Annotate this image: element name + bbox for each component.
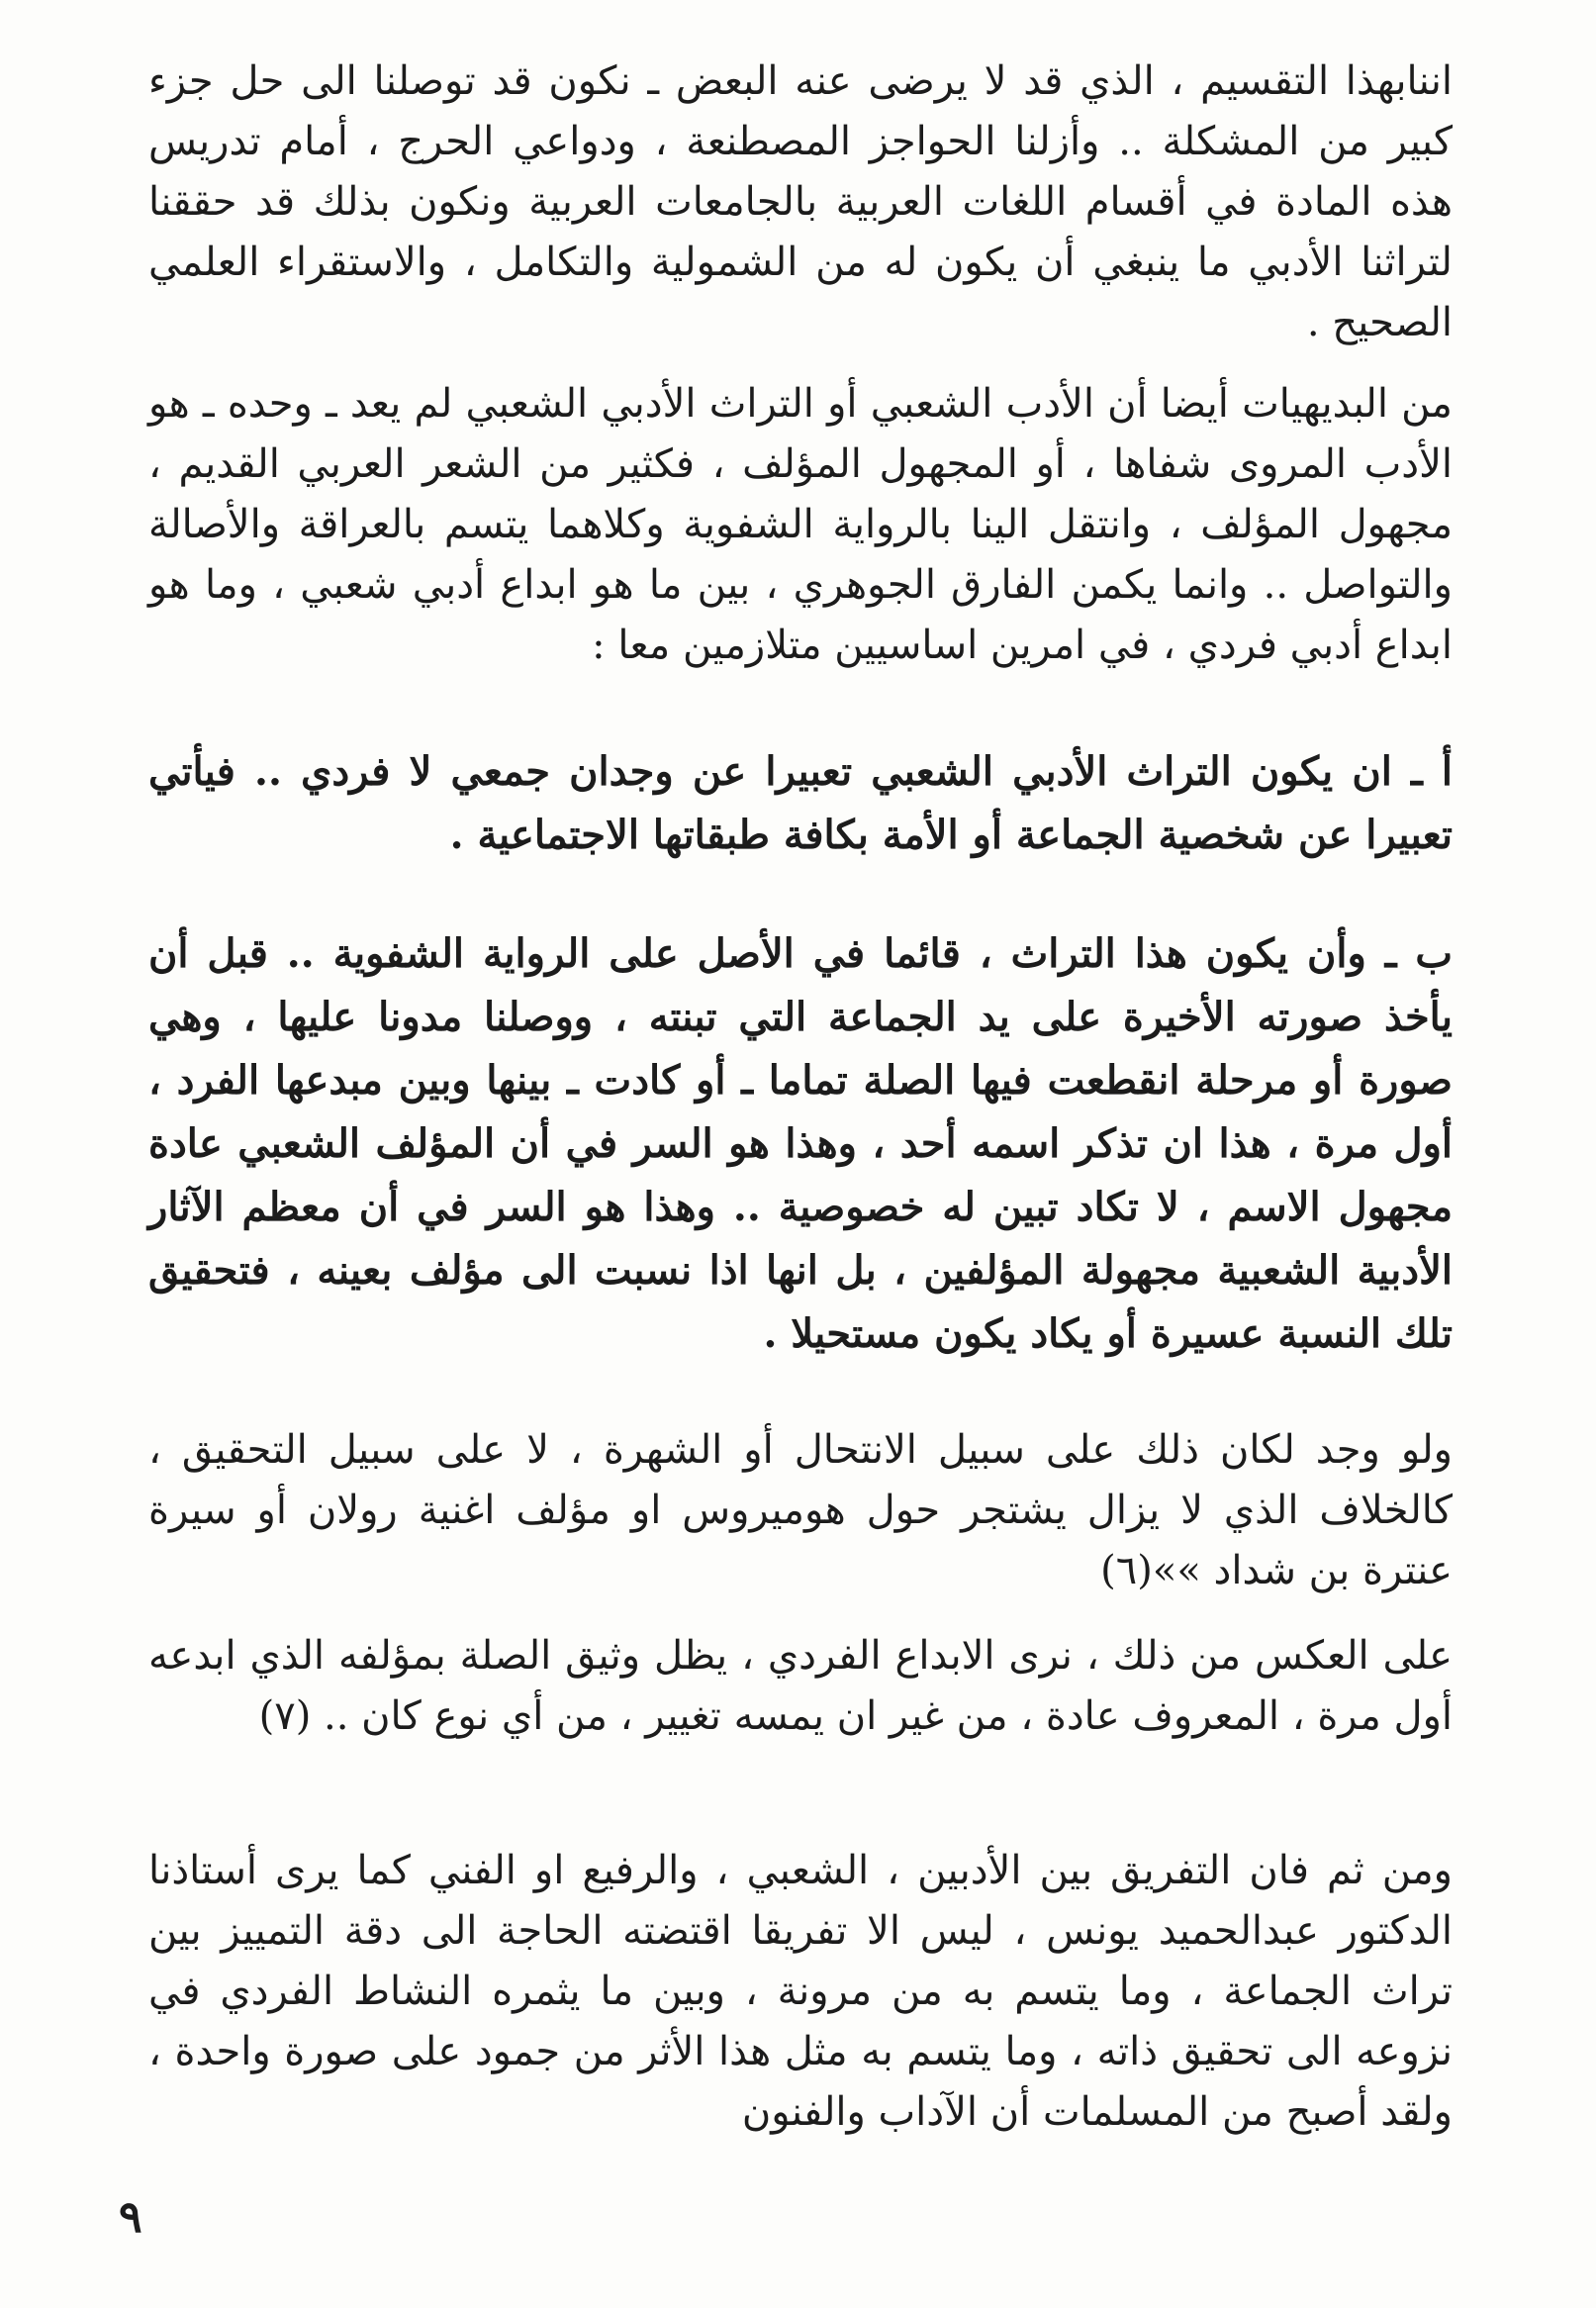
page-number: ٩ — [119, 2192, 142, 2243]
paragraph-attribution: ولو وجد لكان ذلك على سبيل الانتحال أو الشهرة ، لا على سبيل التحقيق ، كالخلاف الذي لا يزال يشتجر حول هوميروس او مؤلف اغنية رولان أو سيرة عنترة بن شداد »»(٦) — [148, 1427, 1453, 1593]
paragraph-point-b: ب ـ وأن يكون هذا التراث ، قائما في الأصل على الرواية الشفوية .. قبل أن يأخذ صورته الأخيرة على يد الجماعة التي تبنته ، ووصلنا مدونا عليها ، وهي صورة أو مرحلة انقطعت فيها الصلة تماما ـ أو كادت ـ بينها وبين مبدعها الفرد ، أول مرة ، هذا ان تذكر اسمه أحد ، وهذا هو السر في أن المؤلف الشعبي عادة مجهول الاسم ، لا تكاد تبين له خصوصية .. وهذا هو السر في أن معظم الآثار الأدبية الشعبية مجهولة المؤلفين ، بل انها اذا نسبت الى مؤلف بعينه ، فتحقيق تلك النسبة عسيرة أو يكاد يكون مستحيلا . — [148, 930, 1453, 1357]
paragraph-classification: اننابهذا التقسيم ، الذي قد لا يرضى عنه البعض ـ نكون قد توصلنا الى حل جزء كبير من المشكلة .. وأزلنا الحواجز المصطنعة ، ودواعي الحرج ، أمام تدريس هذه المادة في أقسام اللغات العربية بالجامعات العربية ونكون بذلك قد حققنا لتراثنا الأدبي ما ينبغي أن يكون له من الشمولية والتكامل ، والاستقراء العلمي الصحيح . — [148, 58, 1453, 345]
paragraph-self-evident: من البديهيات أيضا أن الأدب الشعبي أو التراث الأدبي الشعبي لم يعد ـ وحده ـ هو الأدب المروى شفاها ، أو المجهول المؤلف ، فكثير من الشعر العربي القديم ، مجهول المؤلف ، وانتقل الينا بالرواية الشفوية وكلاهما يتسم بالعراقة والأصالة والتواصل .. وانما يكمن الفارق الجوهري ، بين ما هو ابداع أدبي شعبي ، وما هو ابداع أدبي فردي ، في امرين اساسيين متلازمين معا : — [148, 381, 1453, 668]
paragraph-distinction: ومن ثم فان التفريق بين الأدبين ، الشعبي ، والرفيع او الفني كما يرى أستاذنا الدكتور عبدالحميد يونس ، ليس الا تفريقا اقتضته الحاجة الى دقة التمييز بين تراث الجماعة ، وما يتسم به من مرونة ، وبين ما يثمره النشاط الفردي في نزوعه الى تحقيق ذاته ، وما يتسم به مثل هذا الأثر من جمود على صورة واحدة ، ولقد أصبح من المسلمات أن الآداب والفنون — [148, 1848, 1453, 2135]
paragraph-point-a: أ ـ ان يكون التراث الأدبي الشعبي تعبيرا عن وجدان جمعي لا فردي .. فيأتي تعبيرا عن شخصية الجماعة أو الأمة بكافة طبقاتها الاجتماعية . — [148, 748, 1453, 858]
paragraph-individual-creation: على العكس من ذلك ، نرى الابداع الفردي ، يظل وثيق الصلة بمؤلفه الذي ابدعه أول مرة ، المعروف عادة ، من غير ان يمسه تغيير ، من أي نوع كان .. (٧) — [148, 1633, 1453, 1739]
